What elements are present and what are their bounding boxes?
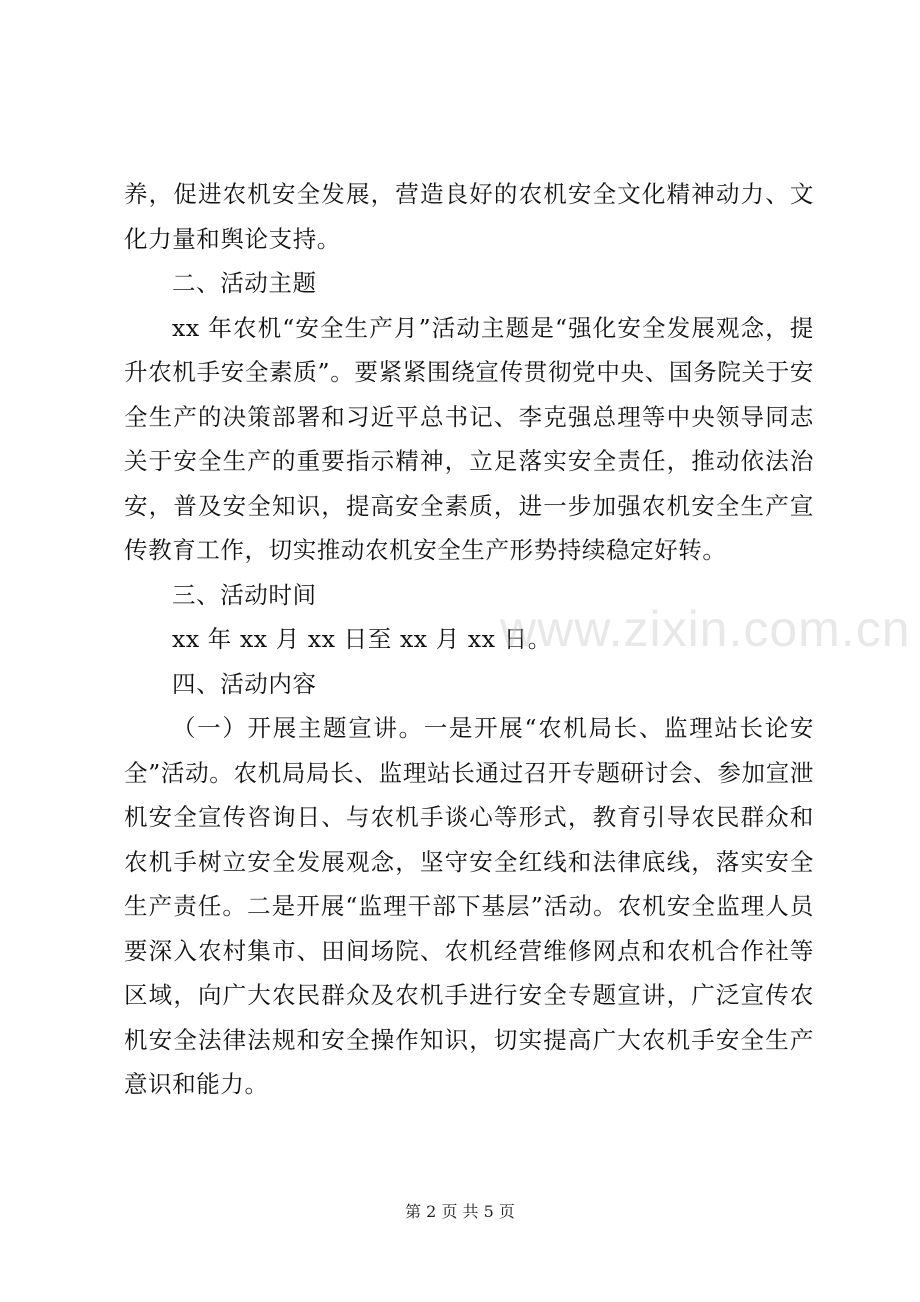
section-heading-time: 三、活动时间	[172, 580, 317, 609]
document-body	[124, 172, 814, 1107]
paragraph-theme: xx 年农机“安全生产月”活动主题是“强化安全发展观念，提升农机手安全素质”。要紧紧围绕宣传贯彻党中央、国务院关于安全生产的决策部署和习近平总书记、李克强总理等中央领导同志关于安全生产的重要指示精神，立足落实安全责任，推动依法治安，普及安全知识，提高安全素质，进一步加强农机安全生产宣传教育工作，切实推动农机安全生产形势持续稳定好转。	[124, 313, 814, 564]
watermark: www.zixin.com.cn	[500, 601, 911, 657]
paragraph-continuation: 养，促进农机安全发展，营造良好的农机安全文化精神动力、文化力量和舆论支持。	[124, 180, 814, 253]
paragraph-content: （一）开展主题宣讲。一是开展“农机局长、监理站长论安全”活动。农机局局长、监理站长通过召开专题研讨会、参加宣泄机安全宣传咨询日、与农机手谈心等形式，教育引导农民群众和农机手树立安全发展观念，坚守安全红线和法律底线，落实安全生产责任。二是开展“监理干部下基层”活动。农机安全监理人员要深入农村集市、田间场院、农机经营维修网点和农机合作社等区域，向广大农民群众及农机手进行安全专题宣讲，广泛宣传农机安全法律法规和安全操作知识，切实提高广大农机手安全生产意识和能力。	[124, 714, 814, 1098]
page-footer: 第 2 页 共 5 页	[405, 1202, 515, 1221]
section-heading-theme: 二、活动主题	[172, 269, 317, 297]
paragraph-time: xx 年 xx 月 xx 日至 xx 月 xx 日。	[172, 625, 552, 653]
section-heading-content: 四、活动内容	[172, 669, 317, 698]
